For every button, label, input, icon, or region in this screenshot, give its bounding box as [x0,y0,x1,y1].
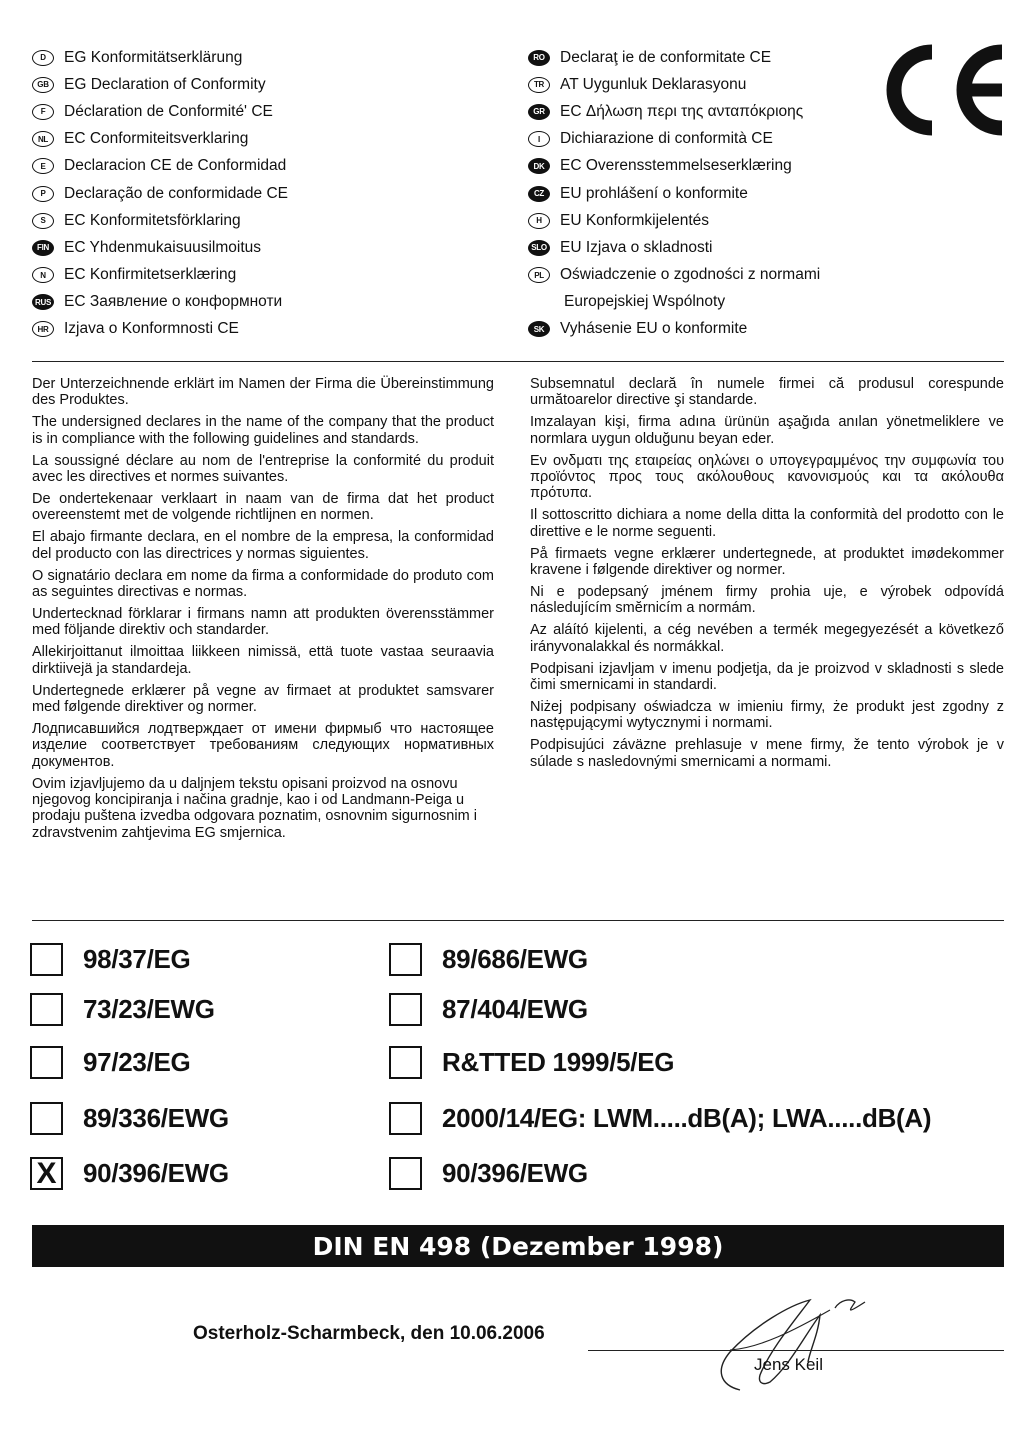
directive-checkbox[interactable] [30,993,63,1026]
language-item [32,180,502,207]
country-badge: N [32,267,54,283]
language-title: EU Izjava o skladnosti [560,238,713,256]
country-badge: F [32,104,54,120]
handwritten-signature [700,1290,890,1400]
country-badge: I [528,131,550,147]
language-item [528,98,868,125]
language-item [32,153,502,180]
declaration-text: Allekirjoittanut ilmoittaa liikkeen nimissä, että tuote vastaa seuraavia dirktiivejä ja standardeja. [32,644,494,677]
language-title: EG Konformitätserklärung [64,48,243,66]
declarations-right [530,376,1004,776]
declaration-text: Podpisani izjavljam v imenu podjetja, da je proizvod v skladnosti s slede čimi smernicami in standardi. [530,660,1004,693]
directive-item [30,1102,229,1135]
language-title: EC Conformiteitsverklaring [64,130,249,148]
language-title: Declaraţ ie de conformitate CE [560,48,772,66]
language-title: Declaracion CE de Conformidad [64,157,287,175]
declaration-text: Niżej podpisany oświadcza w imieniu firmy, że produkt jest zgodny z następującymi wytycznymi i normami. [530,698,1004,732]
language-item [528,316,868,343]
directive-label: 89/686/EWG [442,944,588,974]
declaration-text: La soussigné déclare au nom de l'entreprise la conformité du produit avec les directives et normes suivantes. [32,452,494,486]
directive-label: 73/23/EWG [83,994,215,1024]
directive-label: 2000/14/EG: LWM.....dB(A); LWA.....dB(A) [442,1103,932,1133]
language-title: ЕС Заявление о конформноти [64,293,283,311]
directive-item [389,943,588,976]
language-title: EU prohlášení o konformite [560,184,748,202]
language-item-continued [528,289,868,316]
declaration-text: O signatário declara em nome da firma a conformidade do produto com as seguintes directivas e normas. [32,567,494,600]
divider [32,920,1004,921]
country-badge: SK [528,321,550,337]
declaration-text: Subsemnatul declară în numele firmei că produsul corespunde următoarelor directive şi standarde. [530,376,1004,409]
divider [32,361,1004,362]
declaration-text: Undertecknad förklarar i firmans namn att produkten överensstämmer med följande direktiv och standarder. [32,605,494,639]
language-title: EC Δήλωση περι της ανταπόκριοης [560,102,804,120]
declaration-text: Undertegnede erklærer på vegne av firmaet at produktet samsvarer med følgende direktiver og normer. [32,682,494,715]
directive-checkbox[interactable] [389,993,422,1026]
directive-label: 89/336/EWG [83,1103,229,1133]
language-list-left [32,44,502,343]
language-title: EC Konformitetsförklaring [64,211,241,229]
language-item [32,234,502,261]
country-badge: NL [32,131,54,147]
language-item [32,289,502,316]
signer-name: Jens Keil [754,1355,823,1374]
directive-checkbox[interactable] [389,1046,422,1079]
language-item [32,207,502,234]
country-badge: DK [528,158,550,174]
country-badge: D [32,50,54,66]
standard-banner [32,1225,1004,1267]
declaration-text: Imzalayan kişi, firma adına ürünün aşağıda anılan yönetmeliklere ve normlara uygun olduğunu beyan eder. [530,414,1004,447]
directive-item [389,993,588,1026]
language-title: Déclaration de Conformité' CE [64,102,273,120]
directive-checkbox[interactable] [389,943,422,976]
directive-item [30,943,190,976]
language-title: EU Konformkijelentés [560,211,710,229]
directive-label: 90/396/EWG [83,1158,229,1188]
declarations-left [32,376,494,847]
language-title: Vyhásenie EU o konformite [560,320,748,338]
language-title: Declaração de conformidade CE [64,184,289,202]
declaration-text: Il sottoscritto dichiara a nome della ditta la conformità del prodotto con le direttive e le norme seguenti. [530,507,1004,540]
declaration-text: Εν ονδματι της εταιρείας οηλώνει ο υπογεγραμμένος την συμφωνία του προϊόντος προς τους ακόλουθους κανονισμούς και τα ακόλουθα πρότυπα. [530,452,1004,502]
country-badge: HR [32,321,54,337]
language-item [32,98,502,125]
language-title: EC Overensstemmelseserklæring [560,157,792,175]
country-badge: RUS [32,294,54,310]
country-badge: H [528,213,550,229]
language-title: AT Uygunluk Deklarasyonu [560,75,747,93]
directive-label: R&TTED 1999/5/EG [442,1047,675,1077]
directive-checkbox[interactable] [30,1046,63,1079]
language-item [528,153,868,180]
language-title: Oświadczenie o zgodności z normami [560,266,821,284]
language-item [528,207,868,234]
language-item [528,71,868,98]
directive-item [389,1157,588,1190]
declaration-text: De ondertekenaar verklaart in naam van de firma dat het product overeenstemt met de volgende richtlijnen en normen. [32,490,494,524]
language-title: Europejskiej Wspólnoty [564,293,726,311]
standard-label: DIN EN 498 (Dezember 1998) [312,1231,724,1261]
country-badge: SLO [528,240,550,256]
language-item [32,262,502,289]
directive-checkbox[interactable] [30,943,63,976]
ce-mark-logo [874,40,1010,140]
declaration-text: Az aláító kijelenti, a cég nevében a termék megegyezését a következő irányvonalakkal és normákkal. [530,622,1004,655]
directive-label: 97/23/EG [83,1047,191,1077]
directive-label: 98/37/EG [83,944,191,974]
directive-checkbox[interactable] [30,1102,63,1135]
declaration-text: Ovim izjavljujemo da u daljnjem tekstu opisani proizvod na osnovu njegovog koncipiranja i načina gradnje, kao i od Landmann-Peiga u prodaju puštena izvedba odgovara poznatim, osnovnim sigurnosnim i zdravstvenim zahtjevima EG smjernica. [32,775,477,841]
country-badge: FIN [32,240,54,256]
language-title: EC Konfirmitetserklæring [64,266,237,284]
directive-checkbox[interactable] [389,1157,422,1190]
language-list-right [528,44,868,343]
language-item [32,126,502,153]
language-item [528,234,868,261]
language-title: Dichiarazione di conformità CE [560,130,773,148]
directive-item [389,1046,674,1079]
language-item [528,180,868,207]
language-item [528,262,868,289]
country-badge: S [32,213,54,229]
country-badge: GR [528,104,550,120]
language-item [32,316,502,343]
country-badge: PL [528,267,550,283]
declaration-text: Лодписавшийся лодтверждает от имени фирмыб что настоящее изделие соответствует требованиям следующих нормативных документов. [32,720,494,770]
language-title: EC Yhdenmukaisuusilmoitus [64,238,262,256]
directive-item [389,1102,931,1135]
language-item [32,71,502,98]
country-badge: CZ [528,186,550,202]
language-title: Izjava o Konformnosti CE [64,320,239,338]
declaration-text: På firmaets vegne erklærer undertegnede, at produktet imødekommer kravene i følgende direktiver og normer. [530,545,1004,579]
declaration-text: Podpisujúci záväzne prehlasuje v mene firmy, že tento výrobok je v súlade s nasledovnými smernicami a normami. [530,737,1004,770]
country-badge: GB [32,77,54,93]
directive-label: 87/404/EWG [442,994,588,1024]
declaration-text: El abajo firmante declara, en el nombre de la empresa, la conformidad del producto con las directrices y normas siguientes. [32,529,494,562]
declaration-text: The undersigned declares in the name of the company that the product is in compliance with the following guidelines and standards. [32,414,494,447]
place-date: Osterholz-Scharmbeck, den 10.06.2006 [193,1323,545,1344]
directive-checkbox[interactable] [389,1102,422,1135]
country-badge: P [32,186,54,202]
country-badge: TR [528,77,550,93]
declaration-text: Der Unterzeichnende erklärt im Namen der Firma die Übereinstimmung des Produktes. [32,376,494,409]
declaration-text: Ni e podepsaný jménem firmy prohia uje, e výrobek odpovídá následujícím smĕrnicím a normám. [530,583,1004,617]
language-item [32,44,502,71]
directive-item [30,993,215,1026]
directive-checkbox[interactable]: X [30,1157,63,1190]
country-badge: RO [528,50,550,66]
directive-item [30,1157,229,1190]
directive-item [30,1046,190,1079]
language-title: EG Declaration of Conformity [64,75,266,93]
language-item [528,126,868,153]
language-item [528,44,868,71]
directive-label: 90/396/EWG [442,1158,588,1188]
country-badge: E [32,158,54,174]
